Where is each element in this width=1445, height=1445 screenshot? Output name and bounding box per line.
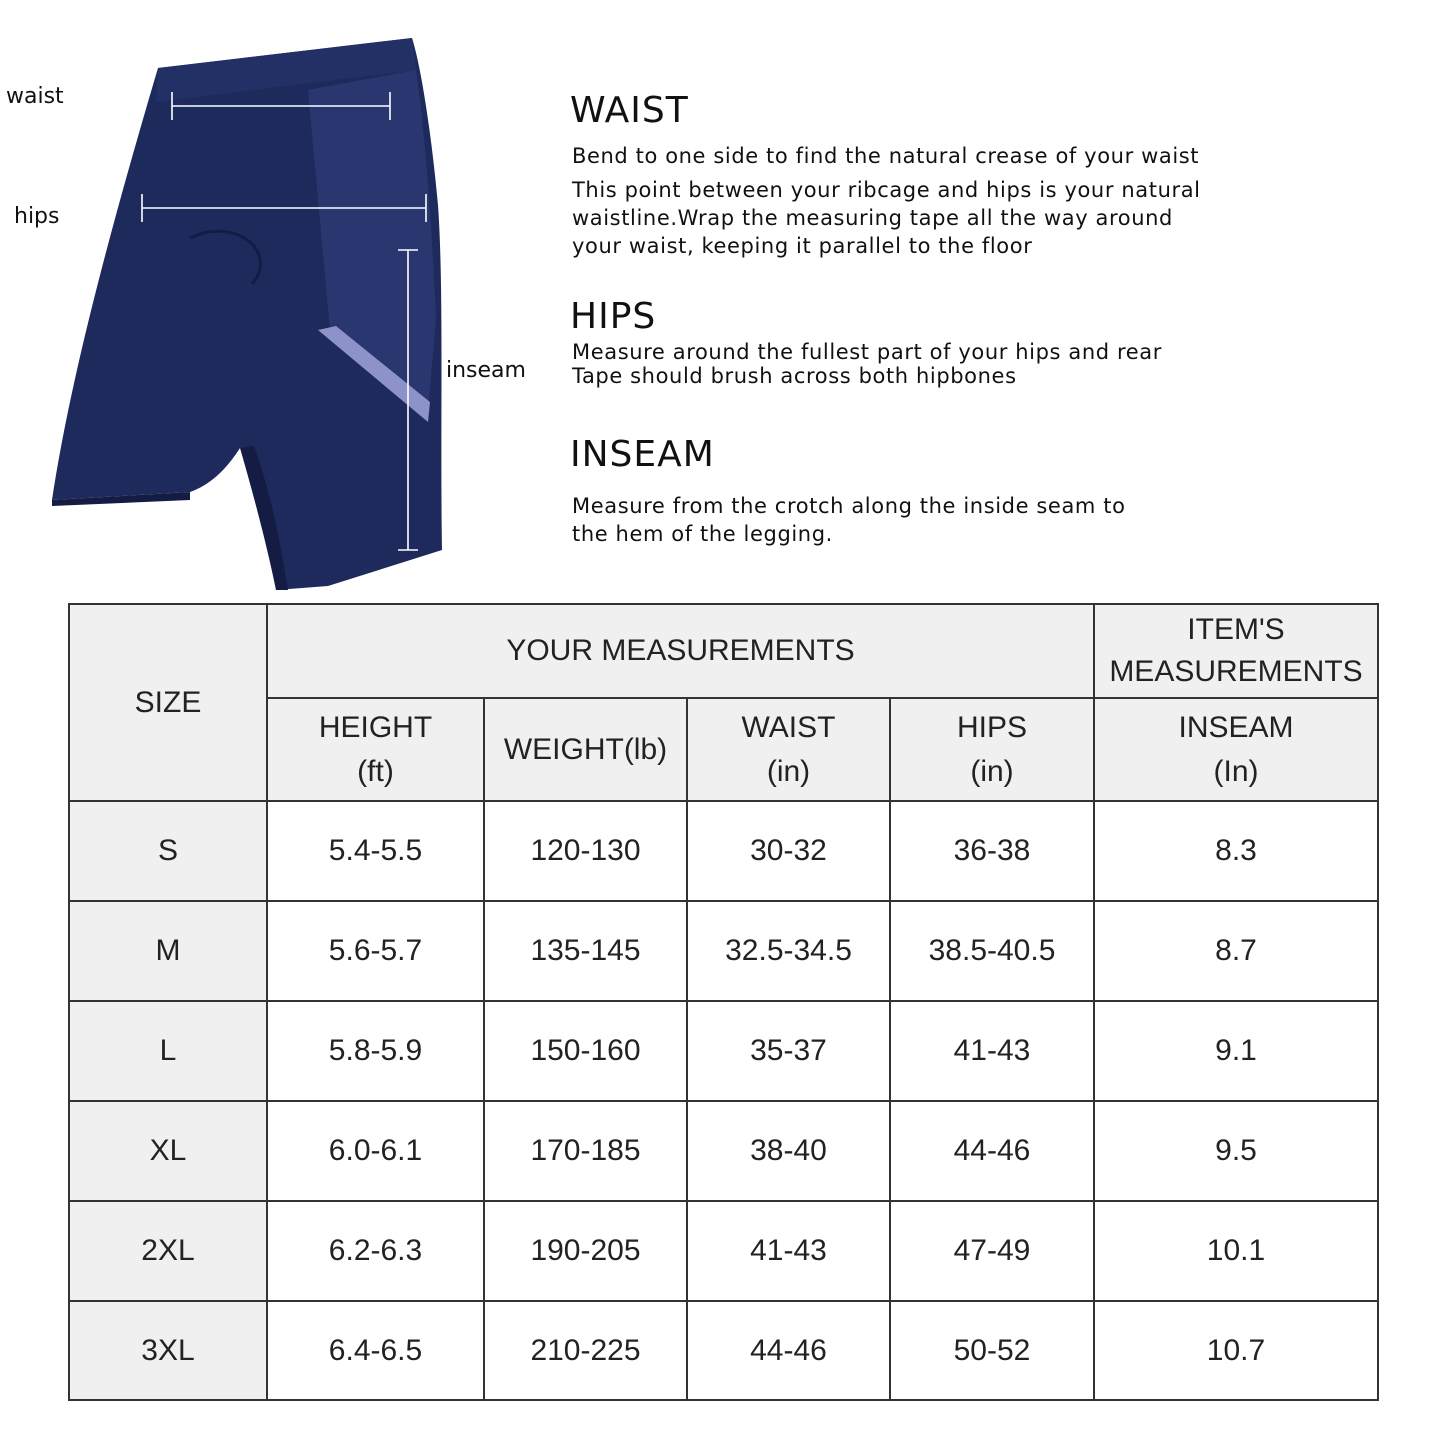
size-cell: 2XL — [69, 1201, 267, 1301]
waist-cell: 44-46 — [687, 1301, 890, 1400]
height-cell: 5.4-5.5 — [267, 801, 484, 901]
size-cell: 3XL — [69, 1301, 267, 1400]
table-row — [69, 1301, 1378, 1400]
height-cell: 5.6-5.7 — [267, 901, 484, 1001]
table-row — [69, 1201, 1378, 1301]
waist-section-title: WAIST — [570, 90, 689, 131]
column-name: HIPS — [956, 710, 1028, 744]
weight-cell: 210-225 — [484, 1301, 687, 1400]
inseam-section-text — [572, 492, 1432, 548]
table-row — [69, 801, 1378, 901]
size-cell: S — [69, 801, 267, 901]
inseam-cell: 10.1 — [1094, 1201, 1378, 1301]
weight-cell: 190-205 — [484, 1201, 687, 1301]
weight-cell: 170-185 — [484, 1101, 687, 1201]
waist-line: your waist, keeping it parallel to the floor — [572, 234, 1033, 258]
height-column-header — [267, 698, 484, 801]
height-cell: 6.0-6.1 — [267, 1101, 484, 1201]
table-row — [69, 1101, 1378, 1201]
column-name: HEIGHT — [318, 710, 433, 744]
column-unit: (in) — [766, 754, 811, 788]
hips-cell: 38.5-40.5 — [890, 901, 1094, 1001]
hips-cell: 47-49 — [890, 1201, 1094, 1301]
table-row — [69, 1001, 1378, 1101]
height-cell: 5.8-5.9 — [267, 1001, 484, 1101]
hips-cell: 50-52 — [890, 1301, 1094, 1400]
size-chart-table — [68, 603, 1379, 1401]
inseam-line: the hem of the legging. — [572, 522, 833, 546]
waist-cell: 32.5-34.5 — [687, 901, 890, 1001]
inseam-cell: 9.1 — [1094, 1001, 1378, 1101]
waist-line: Bend to one side to find the natural crease of your waist — [572, 144, 1200, 168]
weight-cell: 150-160 — [484, 1001, 687, 1101]
waist-cell: 30-32 — [687, 801, 890, 901]
table-row — [69, 901, 1378, 1001]
hips-cell: 36-38 — [890, 801, 1094, 901]
inseam-section-title: INSEAM — [570, 434, 715, 475]
size-cell: L — [69, 1001, 267, 1101]
column-name: WEIGHT(lb) — [503, 732, 668, 766]
waist-section-text — [572, 142, 1432, 260]
weight-cell: 120-130 — [484, 801, 687, 901]
hips-section-text — [572, 338, 1432, 390]
hips-label: hips — [14, 204, 60, 229]
hips-line: Tape should brush across both hipbones — [572, 364, 1017, 388]
column-name: INSEAM — [1178, 710, 1294, 744]
inseam-column-header — [1094, 698, 1378, 801]
column-unit: (in) — [970, 754, 1014, 788]
inseam-cell: 8.7 — [1094, 901, 1378, 1001]
waist-line: waistline.Wrap the measuring tape all the way around — [572, 206, 1173, 230]
column-unit: (ft) — [357, 754, 394, 788]
items-measurements-line: MEASUREMENTS — [1109, 655, 1363, 688]
items-measurements-line: ITEM'S — [1187, 613, 1285, 646]
hips-cell: 44-46 — [890, 1101, 1094, 1201]
your-measurements-header: YOUR MEASUREMENTS — [267, 604, 1094, 698]
inseam-cell: 8.3 — [1094, 801, 1378, 901]
waist-cell: 38-40 — [687, 1101, 890, 1201]
inseam-cell: 10.7 — [1094, 1301, 1378, 1400]
waist-cell: 41-43 — [687, 1201, 890, 1301]
column-name: WAIST — [741, 710, 836, 744]
column-unit: (In) — [1213, 754, 1259, 788]
waist-label: waist — [6, 84, 64, 109]
size-cell: XL — [69, 1101, 267, 1201]
hips-cell: 41-43 — [890, 1001, 1094, 1101]
hips-section-title: HIPS — [570, 296, 657, 337]
height-cell: 6.2-6.3 — [267, 1201, 484, 1301]
waist-column-header — [687, 698, 890, 801]
hips-column-header — [890, 698, 1094, 801]
items-measurements-header — [1094, 604, 1378, 698]
hips-line: Measure around the fullest part of your hips and rear — [572, 340, 1162, 364]
height-cell: 6.4-6.5 — [267, 1301, 484, 1400]
weight-cell: 135-145 — [484, 901, 687, 1001]
inseam-line: Measure from the crotch along the inside seam to — [572, 494, 1126, 518]
shorts-illustration — [40, 30, 560, 600]
inseam-cell: 9.5 — [1094, 1101, 1378, 1201]
size-cell: M — [69, 901, 267, 1001]
waist-cell: 35-37 — [687, 1001, 890, 1101]
inseam-label: inseam — [446, 358, 526, 383]
size-header: SIZE — [69, 604, 267, 801]
waist-line: This point between your ribcage and hips is your natural — [572, 178, 1201, 202]
weight-column-header — [484, 698, 687, 801]
